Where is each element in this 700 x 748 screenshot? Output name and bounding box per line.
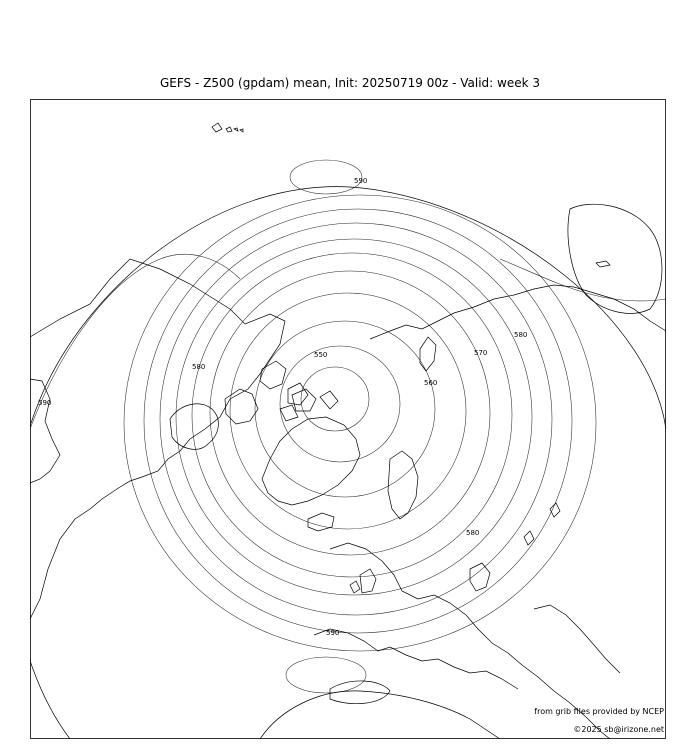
map-title: GEFS - Z500 (gpdam) mean, Init: 20250719 00z - Valid: week 3 <box>159 76 541 90</box>
contour-label-590-a: 590 <box>354 177 368 185</box>
contour-label-580-a: 580 <box>514 331 528 339</box>
map-canvas <box>30 99 666 739</box>
contour-label-570: 570 <box>474 349 488 357</box>
contour-label-590-b: 590 <box>38 399 52 407</box>
contour-label-590-c: 590 <box>326 629 340 637</box>
contour-label-580-c: 580 <box>466 529 480 537</box>
credit-copyright: ©2025 sb@irizone.net <box>573 725 664 734</box>
contour-label-560: 560 <box>424 379 438 387</box>
contour-label-580-b: 580 <box>192 363 206 371</box>
contour-label-550: 550 <box>314 351 328 359</box>
map-frame <box>30 99 666 739</box>
credit-source: from grib files provided by NCEP <box>534 707 664 716</box>
